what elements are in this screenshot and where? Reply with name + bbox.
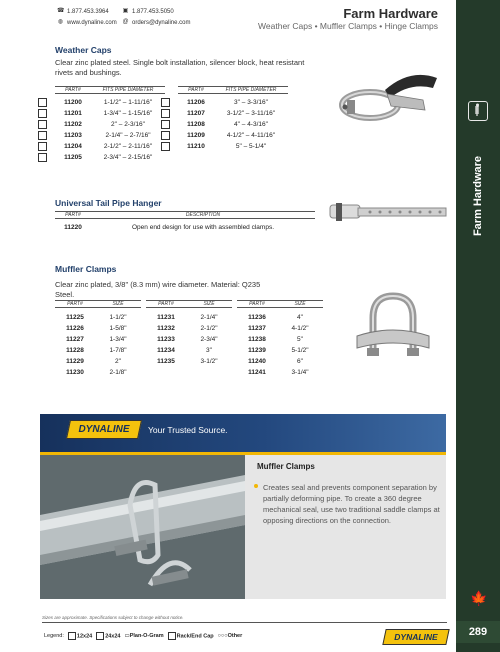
email-text: orders@dynaline.com: [132, 19, 191, 26]
clamp-size: 4-1/2": [291, 324, 309, 332]
fax-icon: ▣: [122, 8, 129, 14]
table-row: [55, 130, 165, 140]
footer-logo: DYNALINE: [382, 629, 449, 645]
page-title: Farm Hardware: [343, 6, 438, 21]
part-number: 11225: [66, 313, 84, 321]
part-number: 11226: [66, 324, 84, 332]
table-row: [55, 323, 141, 333]
table-row: [237, 312, 323, 322]
page-subtitle: Weather Caps • Muffler Clamps • Hinge Clamps: [258, 21, 438, 31]
part-number: 11207: [187, 109, 205, 117]
legend-item: 12x24: [68, 632, 92, 640]
website-contact[interactable]: [57, 19, 117, 26]
select-checkbox[interactable]: [38, 131, 47, 140]
table-row: [55, 356, 141, 366]
table-row: [55, 141, 165, 151]
rack-icon: [168, 632, 176, 640]
table-row: [146, 312, 232, 322]
clamp-size: 4": [297, 313, 303, 321]
muffler-header-3: PART# SIZE: [237, 300, 323, 308]
part-number: 11235: [157, 357, 175, 365]
clamp-size: 1-5/8": [109, 324, 127, 332]
table-row: [55, 345, 141, 355]
pipe-diameter: 2-3/4" – 2-15/16": [103, 153, 153, 161]
table-row: [55, 108, 165, 118]
muffler-header-1: PART# SIZE: [55, 300, 141, 308]
square-icon: [96, 632, 104, 640]
part-number: 11236: [248, 313, 266, 321]
table-row: [55, 334, 141, 344]
clamp-size: 6": [297, 357, 303, 365]
table-row: [237, 334, 323, 344]
table-row: [55, 152, 165, 162]
table-row: [237, 356, 323, 366]
muffler-clamps-description: Clear zinc plated, 3/8" (8.3 mm) wire diameter. Material: Q235 Steel.: [55, 280, 261, 299]
part-number: 11237: [248, 324, 266, 332]
phone-number: 1.877.453.3964: [67, 8, 109, 15]
fax-number: 1.877.453.5050: [132, 8, 174, 15]
clamp-size: 3-1/4": [291, 368, 309, 376]
pipe-diameter: 2-1/4" – 2-7/16": [105, 131, 151, 139]
muffler-header-2: PART# SIZE: [146, 300, 232, 308]
email-icon: @: [122, 19, 129, 25]
select-checkbox[interactable]: [161, 109, 170, 118]
pipe-diameter: 4-1/2" – 4-11/16": [226, 131, 276, 139]
part-number: 11240: [248, 357, 266, 365]
footnote: Sizes are approximate. Specifications subject to change without notice.: [42, 615, 184, 620]
part-number: 11241: [248, 368, 266, 376]
weather-cap-image: [325, 60, 445, 135]
page-number: 289: [456, 621, 500, 643]
select-checkbox[interactable]: [38, 98, 47, 107]
part-number: 11227: [66, 335, 84, 343]
table-row: [237, 345, 323, 355]
muffler-clamp-image: [345, 288, 440, 368]
table-row: [146, 323, 232, 333]
legend: [44, 632, 242, 640]
dots-icon: ○○○: [217, 633, 228, 639]
phone-icon: ☎: [57, 8, 65, 14]
part-number: 11230: [66, 368, 84, 376]
clamp-size: 2-1/8": [109, 368, 127, 376]
tail-pipe-header: PART# DESCRIPTION: [55, 211, 315, 219]
clamp-size: 1-1/2": [109, 313, 127, 321]
table-row: [178, 119, 288, 129]
clamp-size: 2-3/4": [200, 335, 218, 343]
pipe-diameter: 3-1/2" – 3-11/16": [226, 109, 276, 117]
muffler-clamp-photo: [40, 455, 245, 599]
part-number: 11206: [187, 98, 205, 106]
hardware-icon: [468, 101, 488, 121]
clamp-size: 3": [206, 346, 212, 354]
table-row: [237, 367, 323, 377]
part-number: 11232: [157, 324, 175, 332]
legend-label: Legend:: [44, 633, 64, 639]
clamp-size: 5": [297, 335, 303, 343]
pipe-diameter: 1-1/2" – 1-11/16": [103, 98, 153, 106]
info-body: Creates seal and prevents component separation by partially deforming pipe. To create a 360 degree mechanical seal, use two traditional saddle clamps at opposing directions on the connection.: [263, 483, 440, 525]
table-row: [146, 345, 232, 355]
weather-caps-title: Weather Caps: [55, 45, 112, 55]
part-number: 11239: [248, 346, 266, 354]
globe-icon: ◍: [57, 19, 64, 25]
clamp-size: 2-1/2": [200, 324, 218, 332]
clamp-size: 1-3/4": [109, 335, 127, 343]
footer-divider: [42, 622, 447, 623]
bullet-icon: [254, 484, 258, 488]
select-checkbox[interactable]: [38, 153, 47, 162]
table-row: [178, 97, 288, 107]
table-row: [178, 141, 288, 151]
part-number: 11228: [66, 346, 84, 354]
table-row: [237, 323, 323, 333]
part-number: 11229: [66, 357, 84, 365]
weather-caps-description: Clear zinc plated steel. Single bolt installation, silencer block, heat resistant rivets and bushings.: [55, 58, 305, 77]
info-title: Muffler Clamps: [257, 462, 315, 471]
clamp-size: 1-7/8": [109, 346, 127, 354]
part-number: 11210: [187, 142, 205, 150]
legend-item: 24x24: [96, 632, 120, 640]
weather-caps-header-left: PART# FITS PIPE DIAMETER: [55, 86, 165, 94]
select-checkbox[interactable]: [38, 142, 47, 151]
part-number: 11233: [157, 335, 175, 343]
table-row: [55, 97, 165, 107]
part-number: 11209: [187, 131, 205, 139]
planogram-icon: ▭: [124, 633, 130, 639]
clamp-size: 2": [115, 357, 121, 365]
part-number: 11200: [64, 98, 82, 106]
part-number: 11205: [64, 153, 82, 161]
select-checkbox[interactable]: [38, 120, 47, 129]
maple-leaf-icon: 🍁: [470, 590, 488, 606]
table-row: [55, 119, 165, 129]
table-row: [55, 367, 141, 377]
fax-contact[interactable]: [122, 8, 174, 15]
table-row: [178, 108, 288, 118]
part-number: 11231: [157, 313, 175, 321]
select-checkbox[interactable]: [161, 131, 170, 140]
sidebar-label: Farm Hardware: [472, 155, 484, 237]
sidebar: [456, 0, 500, 652]
pipe-diameter: 3" – 3-3/16": [234, 98, 268, 106]
weather-caps-header-right: PART# FITS PIPE DIAMETER: [178, 86, 288, 94]
tail-pipe-title: Universal Tail Pipe Hanger: [55, 198, 162, 208]
select-checkbox[interactable]: [38, 109, 47, 118]
pipe-diameter: 4" – 4-3/16": [234, 120, 268, 128]
table-row: [146, 334, 232, 344]
pipe-diameter: 2-1/2" – 2-11/16": [103, 142, 153, 150]
tail-pipe-hanger-image: [328, 199, 448, 225]
dynaline-logo: DYNALINE: [66, 420, 142, 439]
select-checkbox[interactable]: [161, 120, 170, 129]
clamp-size: 2-1/4": [200, 313, 218, 321]
select-checkbox[interactable]: [161, 142, 170, 151]
table-row: [146, 356, 232, 366]
part-number: 11208: [187, 120, 205, 128]
legend-item: ▭Plan-O-Gram: [124, 633, 164, 639]
email-contact[interactable]: [122, 19, 190, 26]
select-checkbox[interactable]: [161, 98, 170, 107]
part-number: 11234: [157, 346, 175, 354]
pipe-diameter: 1-3/4" – 1-15/16": [103, 109, 153, 117]
part-number: 11204: [64, 142, 82, 150]
pipe-diameter: 5" – 5-1/4": [235, 142, 267, 150]
table-row: [55, 312, 141, 322]
square-icon: [68, 632, 76, 640]
muffler-clamps-title: Muffler Clamps: [55, 264, 117, 274]
website-text: www.dynaline.com: [67, 19, 117, 26]
legend-item: ○○○Other: [217, 633, 243, 639]
part-number: 11202: [64, 120, 82, 128]
table-row: [178, 130, 288, 140]
clamp-size: 5-1/2": [291, 346, 309, 354]
table-row: 11220 Open end design for use with assembled clamps.: [64, 223, 274, 231]
part-number: 11201: [64, 109, 82, 117]
part-number: 11203: [64, 131, 82, 139]
phone-contact[interactable]: [57, 8, 109, 15]
pipe-diameter: 2" – 2-3/16": [111, 120, 145, 128]
part-number: 11238: [248, 335, 266, 343]
clamp-size: 3-1/2": [200, 357, 218, 365]
info-panel: [245, 455, 446, 599]
banner-tagline: Your Trusted Source.: [148, 425, 228, 435]
legend-item: Rack/End Cap: [168, 632, 214, 640]
